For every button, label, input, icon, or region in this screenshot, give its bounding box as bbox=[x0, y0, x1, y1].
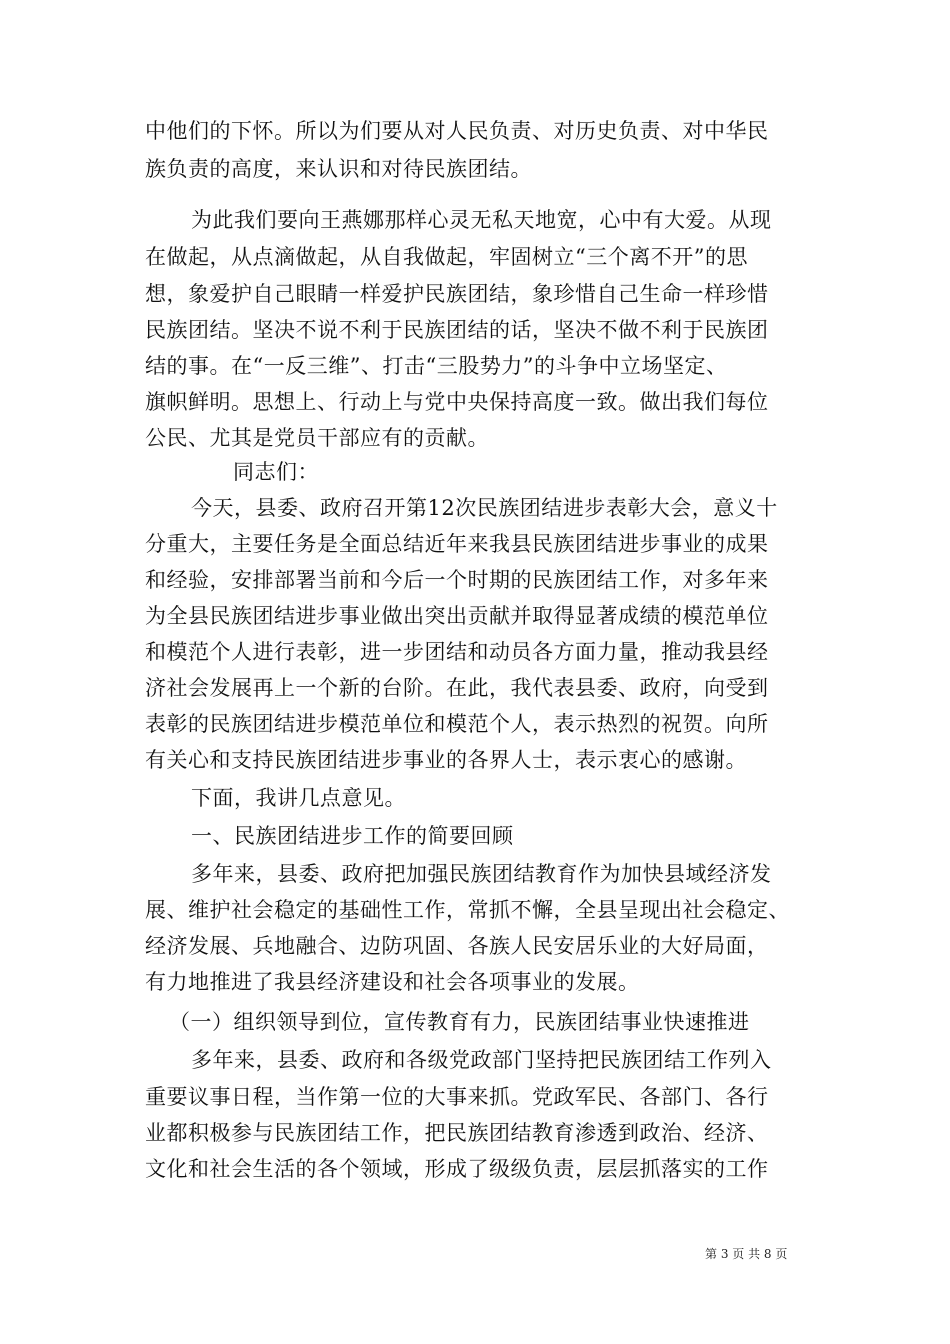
text-line: 重要议事日程，当作第一位的大事来抓。党政军民、各部门、各行 bbox=[145, 1085, 769, 1109]
text-line: 民族团结。坚决不说不利于民族团结的话，坚决不做不利于民族团 bbox=[145, 318, 769, 342]
text-line: 分重大，主要任务是全面总结近年来我县民族团结进步事业的成果 bbox=[145, 532, 769, 556]
text-line: 和经验，安排部署当前和今后一个时期的民族团结工作，对多年来 bbox=[145, 568, 769, 592]
text-line: 表彰的民族团结进步模范单位和模范个人，表示热烈的祝贺。向所 bbox=[145, 712, 769, 736]
text-line: 下面，我讲几点意见。 bbox=[191, 786, 406, 810]
text-line: 在做起，从点滴做起，从自我做起，牢固树立“三个离不开”的思 bbox=[145, 245, 748, 269]
text-line: 族负责的高度，来认识和对待民族团结。 bbox=[145, 157, 532, 181]
text-line: 文化和社会生活的各个领域，形成了级级负责，层层抓落实的工作 bbox=[145, 1157, 769, 1181]
subsection-heading: （一）组织领导到位，宣传教育有力，民族团结事业快速推进 bbox=[169, 1010, 750, 1034]
section-heading: 一、民族团结进步工作的简要回顾 bbox=[191, 824, 514, 848]
text-line: 和模范个人进行表彰，进一步团结和动员各方面力量，推动我县经 bbox=[145, 640, 769, 664]
text-line: 中他们的下怀。所以为们要从对人民负责、对历史负责、对中华民 bbox=[145, 119, 769, 143]
text-line: 多年来，县委、政府和各级党政部门坚持把民族团结工作列入 bbox=[191, 1048, 772, 1072]
text-line: 有力地推进了我县经济建设和社会各项事业的发展。 bbox=[145, 970, 640, 994]
text-line: 为此我们要向王燕娜那样心灵无私天地宽，心中有大爱。从现 bbox=[191, 208, 772, 232]
text-line: 想，象爱护自己眼睛一样爱护民族团结，象珍惜自己生命一样珍惜 bbox=[145, 282, 769, 306]
text-line: 今天，县委、政府召开第12次民族团结进步表彰大会，意义十 bbox=[191, 496, 778, 520]
page-number: 第 3 页 共 8 页 bbox=[705, 1247, 788, 1261]
text-line: 展、维护社会稳定的基础性工作，常抓不懈，全县呈现出社会稳定、 bbox=[145, 898, 790, 922]
salutation: 同志们： bbox=[233, 460, 319, 484]
text-line: 结的事。在“一反三维”、打击“三股势力”的斗争中立场坚定、 bbox=[145, 354, 728, 378]
text-line: 多年来，县委、政府把加强民族团结教育作为加快县域经济发 bbox=[191, 862, 772, 886]
text-line: 旗帜鲜明。思想上、行动上与党中央保持高度一致。做出我们每位 bbox=[145, 390, 769, 414]
text-line: 济社会发展再上一个新的台阶。在此，我代表县委、政府，向受到 bbox=[145, 676, 769, 700]
text-line: 经济发展、兵地融合、边防巩固、各族人民安居乐业的大好局面， bbox=[145, 934, 769, 958]
text-line: 为全县民族团结进步事业做出突出贡献并取得显著成绩的模范单位 bbox=[145, 604, 769, 628]
text-line: 有关心和支持民族团结进步事业的各界人士，表示衷心的感谢。 bbox=[145, 748, 747, 772]
text-line: 业都积极参与民族团结工作，把民族团结教育渗透到政治、经济、 bbox=[145, 1121, 769, 1145]
text-line: 公民、尤其是党员干部应有的贡献。 bbox=[145, 426, 489, 450]
